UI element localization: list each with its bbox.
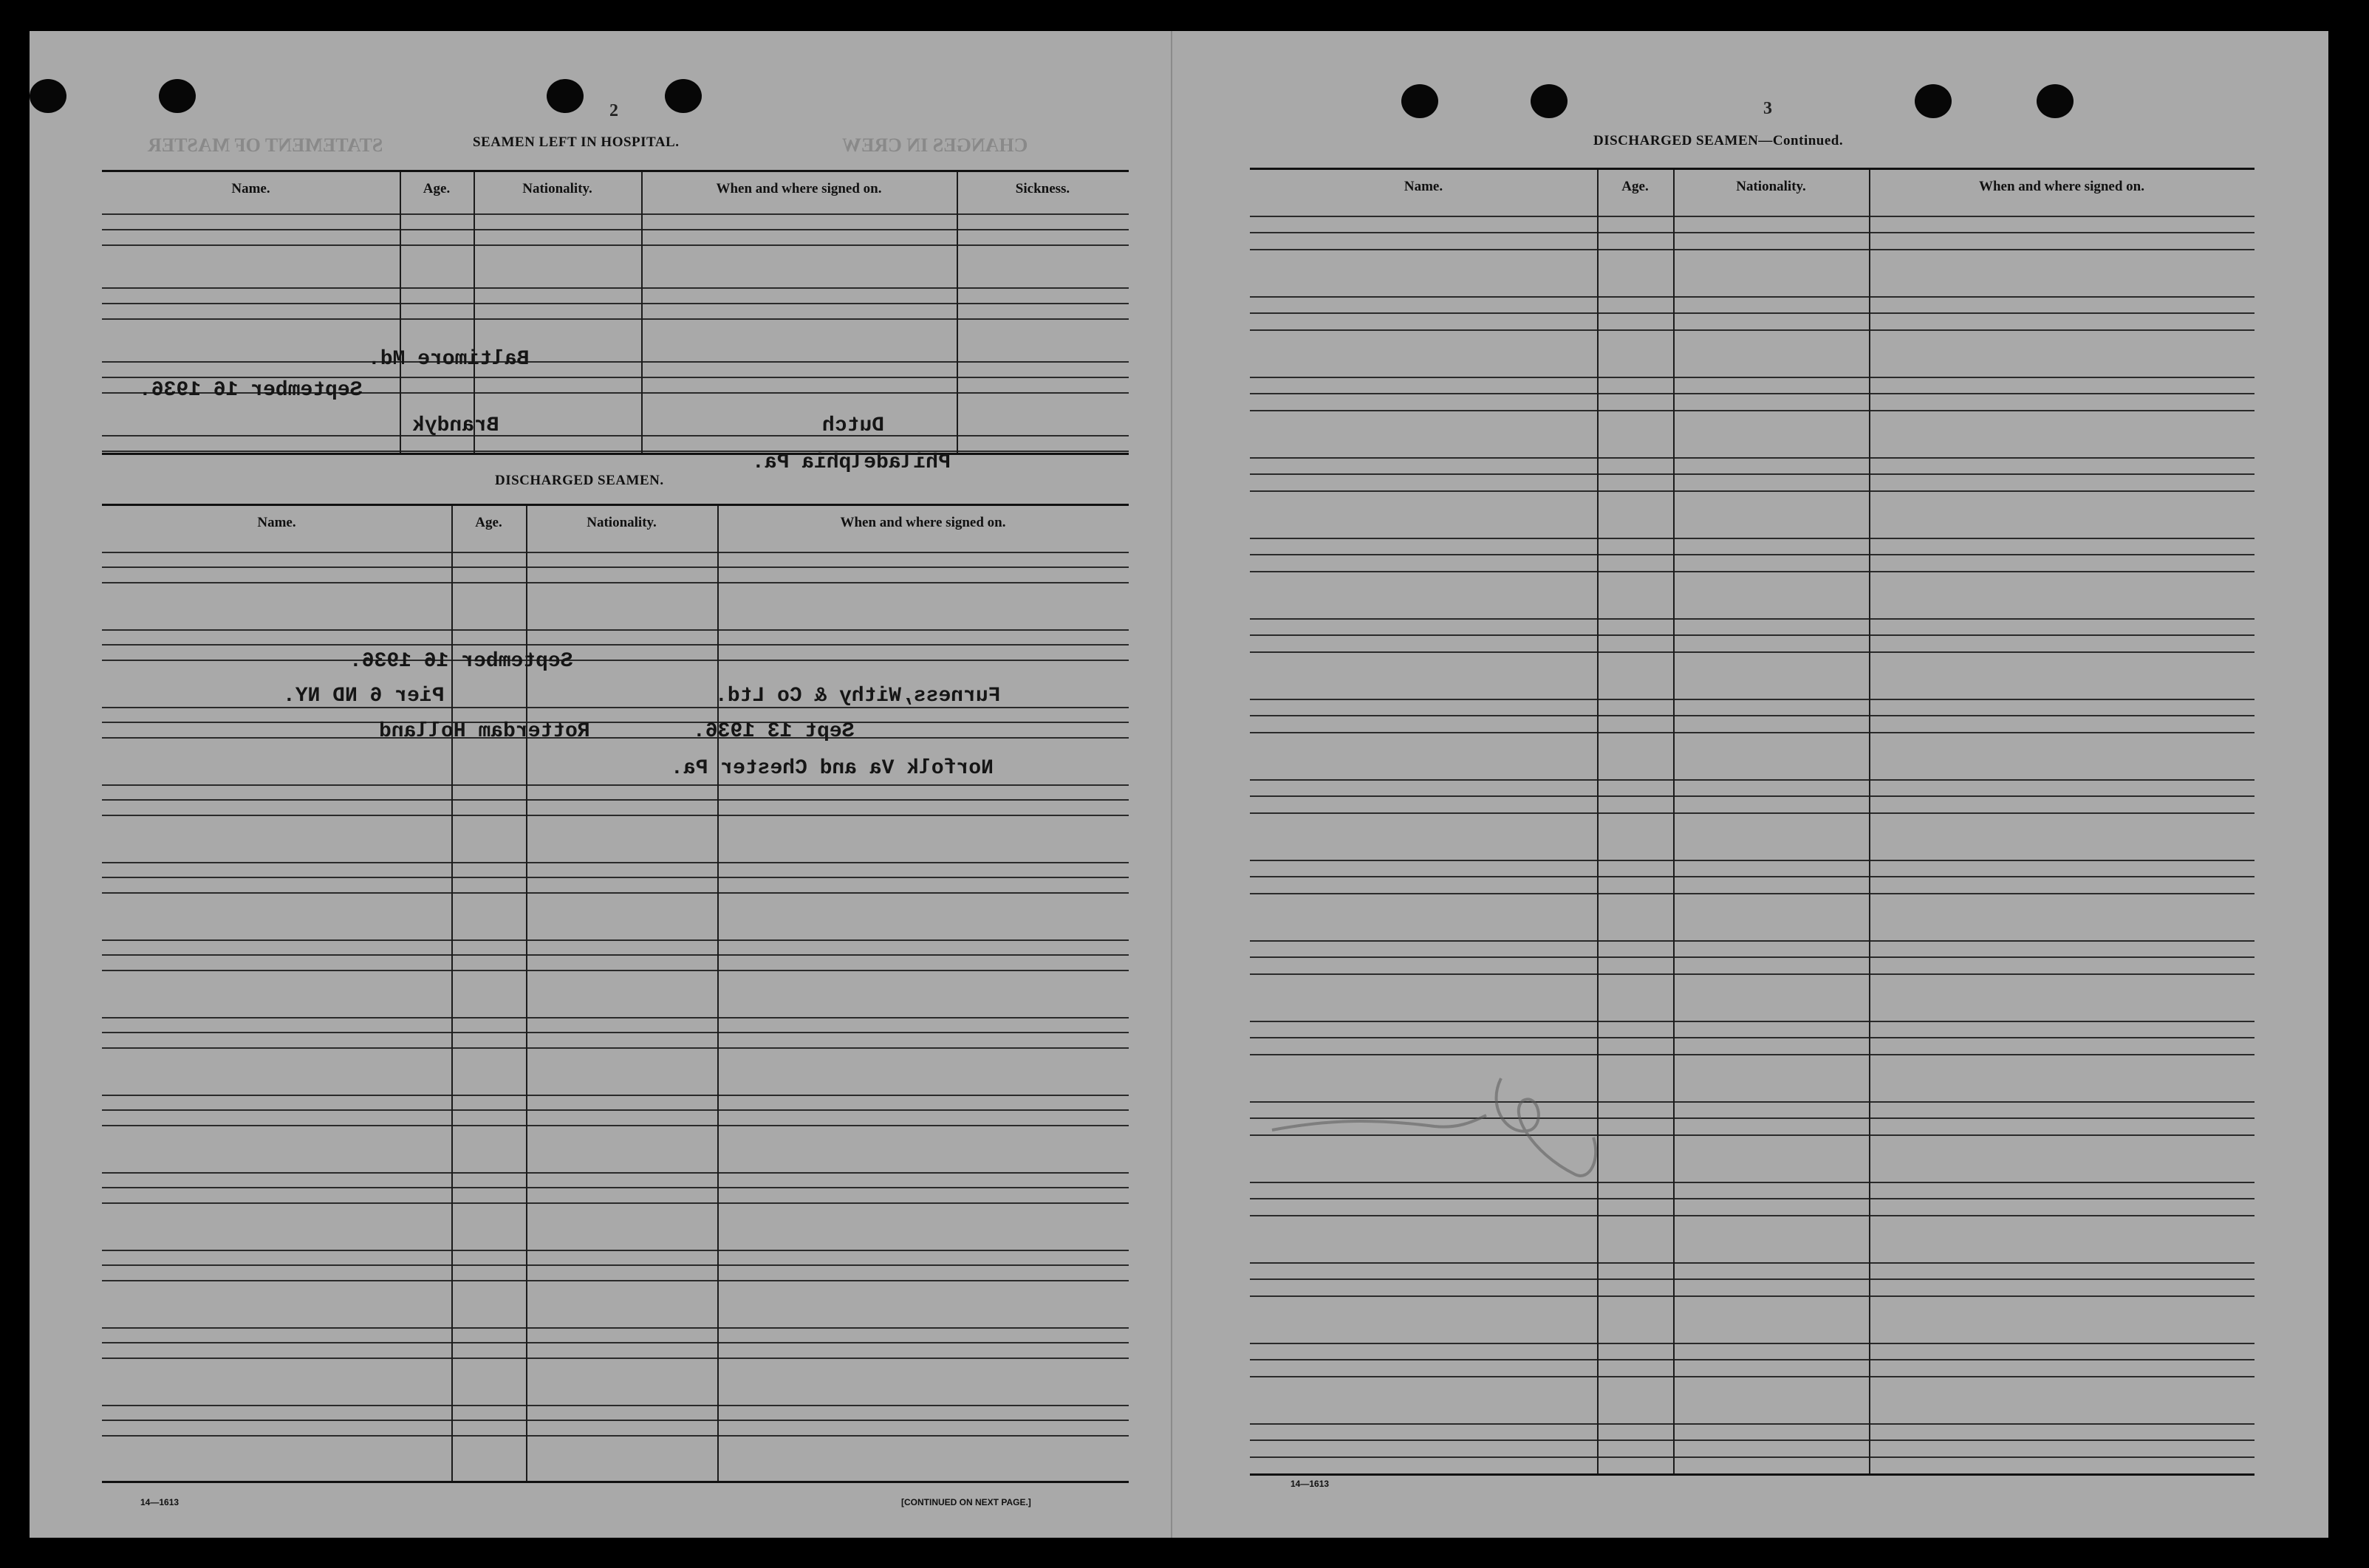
typed-text-mirrored: Rotterdam Holland	[379, 720, 590, 743]
typed-text-mirrored: Dutch	[822, 414, 885, 437]
column-header-age: Age.	[423, 181, 451, 196]
punch-hole	[1531, 84, 1568, 118]
column-header-sickness: Sickness.	[1015, 181, 1070, 196]
typed-text-mirrored: Pier 6 ND NY.	[283, 685, 445, 708]
hospital-table	[102, 170, 1129, 474]
typed-text-mirrored: Philadelphia Pa.	[752, 451, 951, 474]
form-number: 14—1613	[140, 1497, 180, 1507]
typed-text-mirrored: September 16 1936.	[349, 650, 573, 673]
typed-text-mirrored: Furness,Withy & Co Ltd.	[715, 685, 1001, 708]
typed-text-mirrored: Sept 13 1936.	[693, 720, 855, 743]
bleed-through-text: CHANGES IN CREW	[842, 134, 1028, 156]
punch-hole	[2037, 84, 2074, 118]
discharged-table	[102, 504, 1129, 1483]
section-title-discharged-continued: DISCHARGED SEAMEN—Continued.	[1593, 133, 1844, 148]
punch-hole	[1915, 84, 1952, 118]
form-number: 14—1613	[1291, 1479, 1330, 1489]
typed-text-mirrored: September 16 1936.	[139, 379, 363, 402]
column-header-name: Name.	[257, 515, 296, 530]
bleed-through-text: STATEMENT OF MASTER	[148, 134, 383, 156]
punch-hole	[665, 79, 702, 113]
column-header-nationality: Nationality.	[587, 515, 657, 530]
punch-hole	[547, 79, 584, 113]
typed-text-mirrored: Norfolk Va and Chester Pa.	[671, 757, 994, 780]
punch-hole	[30, 79, 66, 113]
column-header-nationality: Nationality.	[522, 181, 592, 196]
right-page	[1171, 31, 2328, 1538]
typed-text-mirrored: Baltimore Md.	[368, 348, 530, 371]
column-header-age: Age.	[475, 515, 502, 530]
continued-note: [CONTINUED ON NEXT PAGE.]	[901, 1497, 1031, 1507]
page-number: 2	[609, 101, 618, 120]
column-header-signed-on: When and where signed on.	[716, 181, 882, 196]
column-header-signed-on: When and where signed on.	[840, 515, 1006, 530]
discharged-continued-table	[1250, 168, 2255, 1476]
column-header-nationality: Nationality.	[1736, 179, 1806, 194]
page-number: 3	[1763, 99, 1772, 118]
typed-text-mirrored: Brandyk	[412, 414, 499, 437]
column-header-name: Name.	[1404, 179, 1443, 194]
punch-hole	[1401, 84, 1438, 118]
column-header-signed-on: When and where signed on.	[1978, 179, 2144, 194]
section-title-discharged: DISCHARGED SEAMEN.	[495, 473, 664, 488]
punch-hole	[159, 79, 196, 113]
section-title-hospital: SEAMEN LEFT IN HOSPITAL.	[473, 134, 680, 150]
signature-bleed-through	[1265, 1049, 1619, 1196]
column-header-age: Age.	[1621, 179, 1649, 194]
column-header-name: Name.	[231, 181, 270, 196]
left-page	[30, 31, 1171, 1538]
